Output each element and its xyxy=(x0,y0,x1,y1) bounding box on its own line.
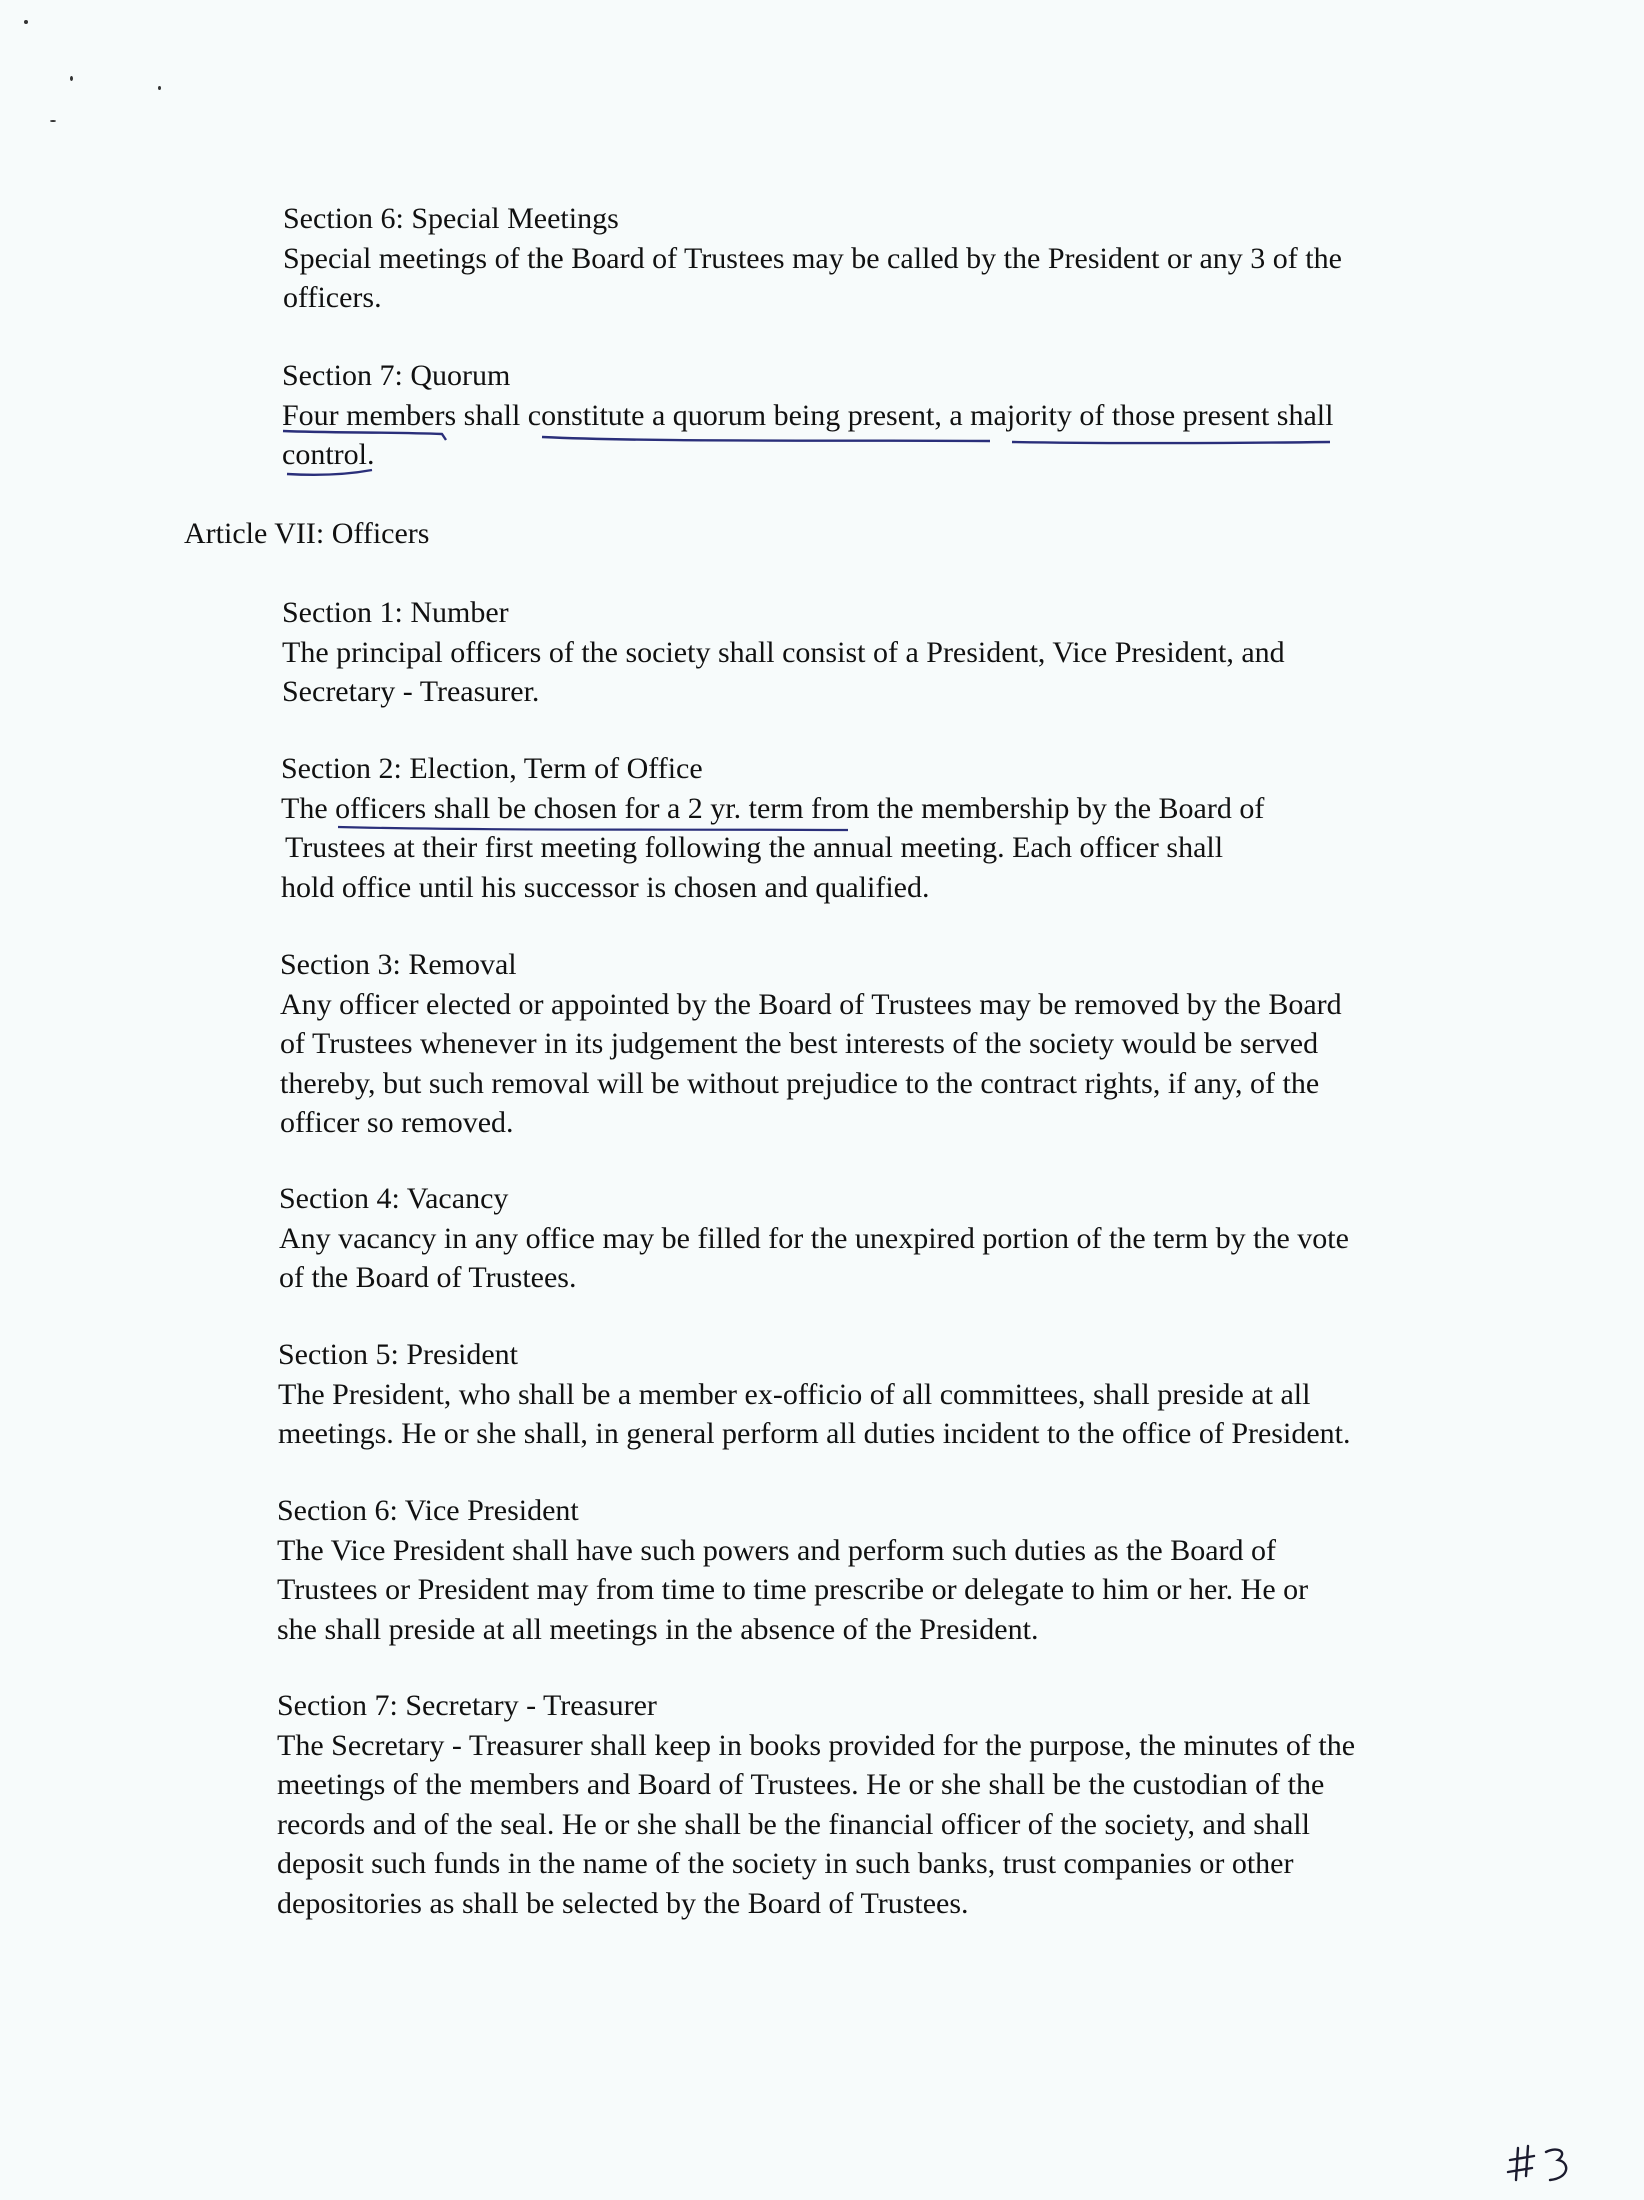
scan-speck xyxy=(50,120,56,122)
section-body-line: The principal officers of the society shall consist of a President, Vice President, and xyxy=(282,635,1285,669)
section-election-term xyxy=(281,749,1264,907)
section-body-line: The Vice President shall have such powers and perform such duties as the Board of xyxy=(277,1533,1277,1567)
section-heading: Section 1: Number xyxy=(282,596,509,629)
section-body-line: Any officer elected or appointed by the Board of Trustees may be removed by the Board xyxy=(280,987,1342,1021)
section-body-line: thereby, but such removal will be without prejudice to the contract rights, if any, of the xyxy=(280,1066,1320,1100)
section-vacancy xyxy=(279,1179,1349,1298)
section-body-line: The President, who shall be a member ex-officio of all committees, shall preside at all xyxy=(278,1377,1311,1411)
scan-speck xyxy=(24,20,28,24)
section-body-line: Any vacancy in any office may be filled for the unexpired portion of the term by the vote xyxy=(279,1221,1349,1255)
section-secretary-treasurer xyxy=(277,1686,1355,1923)
section-body-line: Trustees or President may from time to time prescribe or delegate to him or her. He or xyxy=(277,1573,1309,1606)
section-body-line: officer so removed. xyxy=(280,1106,514,1139)
section-removal xyxy=(280,945,1342,1143)
section-body-line: meetings. He or she shall, in general perform all duties incident to the office of President. xyxy=(278,1417,1351,1450)
article-title: Article VII: Officers xyxy=(184,517,430,550)
section-heading: Section 3: Removal xyxy=(280,948,517,981)
section-heading: Section 7: Secretary - Treasurer xyxy=(277,1689,657,1722)
section-heading: Section 4: Vacancy xyxy=(279,1182,509,1215)
section-heading: Section 6: Vice President xyxy=(277,1494,579,1527)
section-body-line: of Trustees whenever in its judgement the best interests of the society would be served xyxy=(280,1027,1319,1060)
section-heading: Section 6: Special Meetings xyxy=(283,202,619,235)
handwritten-page-number xyxy=(1500,2140,1580,2190)
section-quorum xyxy=(282,356,1333,475)
section-body-line: she shall preside at all meetings in the absence of the President. xyxy=(277,1612,1039,1646)
section-body-line: Trustees at their first meeting following the annual meeting. Each officer shall xyxy=(285,831,1224,864)
section-heading: Section 2: Election, Term of Office xyxy=(281,752,703,785)
section-president xyxy=(278,1335,1350,1454)
section-body-line: records and of the seal. He or she shall be the financial officer of the society, and shall xyxy=(277,1807,1310,1841)
scan-speck xyxy=(158,86,161,90)
scan-speck xyxy=(70,76,73,81)
section-body-line: The Secretary - Treasurer shall keep in books provided for the purpose, the minutes of the xyxy=(277,1728,1356,1762)
section-body-line: depositories as shall be selected by the Board of Trustees. xyxy=(277,1886,969,1920)
section-body-line: officers. xyxy=(283,281,382,314)
section-body-line: Secretary - Treasurer. xyxy=(282,675,540,708)
section-number xyxy=(282,593,1285,712)
section-body-line: meetings of the members and Board of Trustees. He or she shall be the custodian of the xyxy=(277,1768,1325,1801)
section-heading: Section 5: President xyxy=(278,1338,518,1371)
section-body-line: Special meetings of the Board of Trustees may be called by the President or any 3 of the xyxy=(283,241,1342,275)
section-body-line: hold office until his successor is chosen and qualified. xyxy=(281,870,930,904)
section-body-line: deposit such funds in the name of the society in such banks, trust companies or other xyxy=(277,1847,1294,1880)
section-heading: Section 7: Quorum xyxy=(282,359,511,392)
section-special-meetings xyxy=(283,199,1342,318)
section-vice-president xyxy=(277,1491,1308,1649)
section-body-line: Four members shall constitute a quorum being present, a majority of those present shall xyxy=(282,398,1334,432)
section-body-line: control. xyxy=(282,438,375,471)
section-body-line: The officers shall be chosen for a 2 yr. term from the membership by the Board of xyxy=(281,791,1265,825)
section-body-line: of the Board of Trustees. xyxy=(279,1261,577,1294)
